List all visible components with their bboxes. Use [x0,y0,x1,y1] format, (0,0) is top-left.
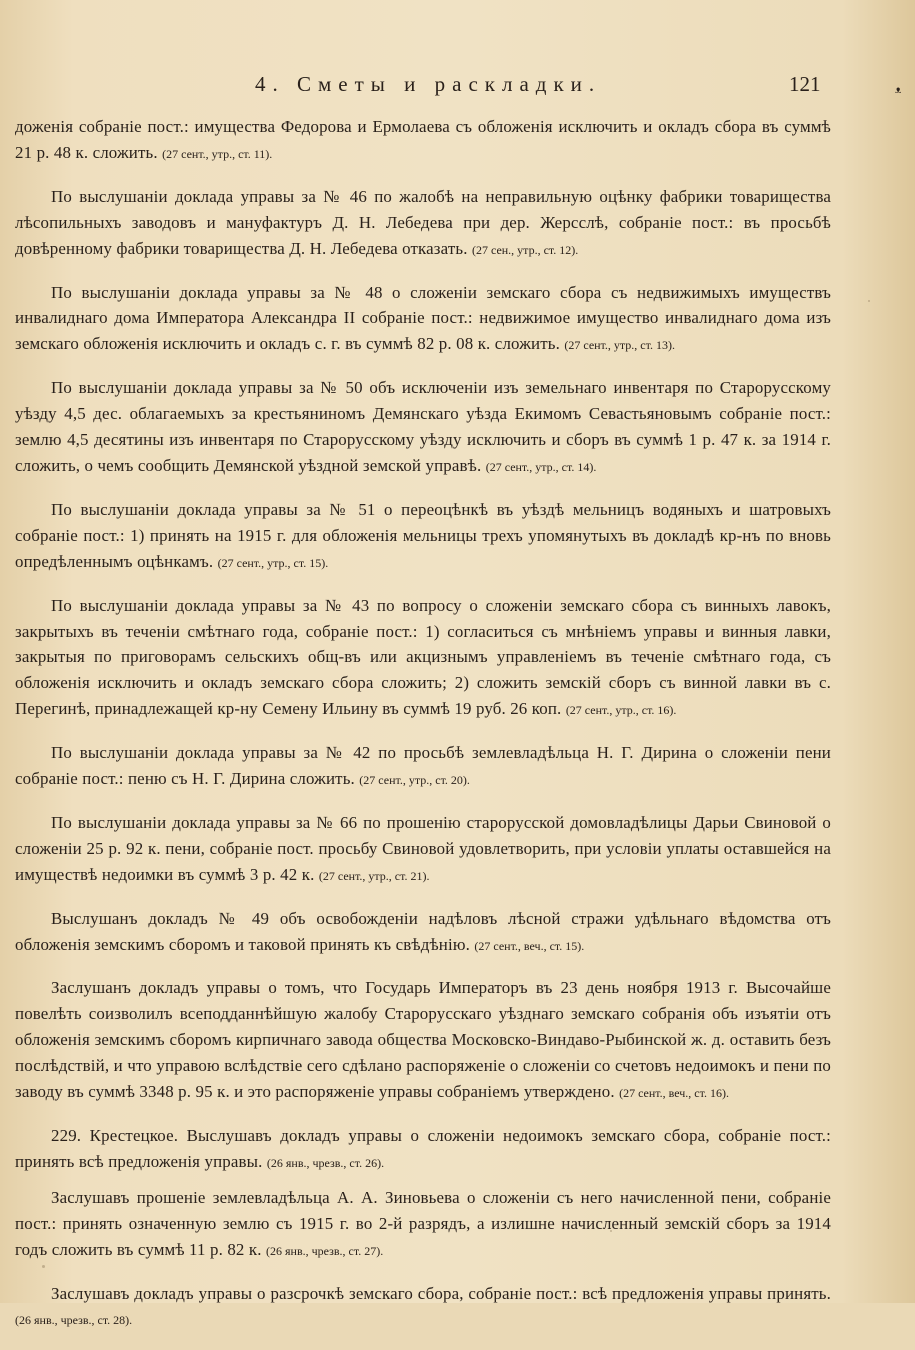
paragraph-text: 229. Крестецкое. Выслушавъ докладъ управы о сложеніи недоимокъ земскаго сбора, собраніе пост.: принять всѣ предложенія управы. [15,1126,831,1171]
citation-ref: (26 янв., чрезв., ст. 27). [266,1243,384,1258]
paragraph-text: По выслушаніи доклада управы за № 48 о сложеніи земскаго сбора съ недвижимыхъ имуществъ инвалиднаго дома Императора Александра II собраніе пост.: недвижимое имущество инвалиднаго дома изъ земскаго обложенія исключить и окладъ с. г. въ суммѣ 82 р. 08 к. сложить. [15,282,831,354]
paragraph-text: Заслушанъ докладъ управы о томъ, что Государь Императоръ въ 23 день ноября 1913 г. Высочайше повелѣть соизволилъ всеподданнѣйшую жалобу Старорусскаго уѣзднаго земскаго собранія объ изъятіи отъ обложенія земскимъ сборомъ кирпичнаго завода общества Московско-Виндаво-Рыбинской ж. д. оставить безъ послѣдствій, и что управою вслѣдствіе сего сдѣлано распоряженіе о сложеніи со счетовъ недоимокъ и пени по заводу въ суммѣ 3348 р. 95 к. и это распоряженіе управы собраніемъ утверждено. [15,978,831,1102]
paragraph-text: доженія собраніе пост.: имущества Федорова и Ермолаева съ обложенія исключить и окладъ сбора въ суммѣ 21 р. 48 к. сложить. [15,117,831,162]
paper-speck [42,1265,45,1268]
paragraph-text: По выслушаніи доклада управы за № 43 по вопросу о сложеніи земскаго сбора съ винныхъ лавокъ, закрытыхъ въ теченіи смѣтнаго года, собраніе пост.: 1) согласиться съ мнѣніемъ управы и винныя лавки, закрытыя по приговорамъ сельскихъ общ-въ или акцизнымъ управленіемъ въ теченіе смѣтнаго года, съ обложенія исключить и окладъ земскаго сбора сложить; 2) сложить земскій сборъ съ винной лавки въ с. Перегинѣ, принадлежащей кр-ну Семену Ильину въ суммѣ 19 руб. 26 коп. [15,595,831,719]
citation-ref: (27 сент., веч., ст. 16). [619,1086,729,1101]
paragraph-text: По выслушаніи доклада управы за № 46 по жалобѣ на неправильную оцѣнку фабрики товарищества лѣсопильныхъ заводовъ и мануфактуръ Д. Н. Лебедева при дер. Жерсслѣ, собраніе пост.: въ просьбѣ довѣренному фабрики товарищества Д. Н. Лебедева отказать. [15,186,831,258]
citation-ref: (26 янв., чрезв., ст. 26). [266,1155,385,1170]
paragraph [15,1123,831,1177]
running-title: 4. Сметы и раскладки. [255,72,602,96]
paragraph [15,906,831,960]
paragraph [15,497,831,577]
margin-mark: ᴥ [895,82,902,96]
paragraph [15,593,831,725]
paragraph [15,114,831,168]
paper-speck [868,300,870,302]
citation-ref: (27 сент., утр., ст. 13). [564,338,675,353]
paragraph [15,740,831,794]
page-header [0,72,915,102]
paragraph-text: Выслушанъ докладъ № 49 объ освобожденіи надѣловъ лѣсной стражи удѣльнаго вѣдомства отъ обложенія земскимъ сборомъ и таковой принять къ свѣдѣнію. [15,908,831,954]
paragraph [15,1281,831,1335]
citation-ref: (27 сент., утр., ст. 14). [485,459,597,474]
paragraph-text: По выслушаніи доклада управы за № 50 объ исключеніи изъ земельнаго инвентаря по Старорусскому уѣзду 4,5 дес. облагаемыхъ за крестьяниномъ Демянскаго уѣзда Екимомъ Севастьяновымъ собраніе пост.: землю 4,5 десятины изъ инвентаря по Старорусскому уѣзду исключить и сборъ въ суммѣ 1 р. 47 к. за 1914 г. сложить, о чемъ сообщить Демянской уѣздной земской управѣ. [15,378,831,475]
citation-ref: (27 сент., утр., ст. 15). [217,555,329,570]
citation-ref: (27 сент., веч., ст. 15). [474,938,585,953]
paragraph [15,1185,831,1265]
paragraph-text: Заслушавъ докладъ управы о разсрочкѣ земскаго сбора, собраніе пост.: всѣ предложенія управы принять. [51,1283,831,1303]
citation-ref: (27 сент., утр., ст. 21). [318,868,430,883]
paper-speck [610,1230,612,1232]
paragraph-text: По выслушаніи доклада управы за № 51 о переоцѣнкѣ въ уѣздѣ мельницъ водяныхъ и шатровыхъ собраніе пост.: 1) принять на 1915 г. для обложенія мельницы трехъ упомянутыхъ въ докладѣ кр-нъ по вновь опредѣленнымъ оцѣнкамъ. [15,499,831,571]
paragraph-text: Заслушавъ прошеніе землевладѣльца А. А. Зиновьева о сложеніи съ него начисленной пени, собраніе пост.: принять означенную землю съ 1915 г. во 2-й разрядъ, а излишне начисленный земскій сборъ за 1914 годъ сложить въ суммѣ 11 р. 82 к. [15,1187,831,1259]
page-number: 121 [789,72,821,96]
paragraph [15,184,831,264]
citation-ref: (27 сент., утр., ст. 16). [565,703,677,718]
paragraph [15,975,831,1107]
body-text [15,114,831,1350]
paragraph [15,810,831,890]
paragraph [15,375,831,481]
citation-ref: (26 янв., чрезв., ст. 28). [15,1313,133,1328]
citation-ref: (27 сен., утр., ст. 12). [471,242,579,257]
paragraph [15,280,831,360]
paragraph-text: По выслушаніи доклада управы за № 66 по прошенію старорусской домовладѣлицы Дарьи Свиновой о сложеніи 25 р. 92 к. пени, собраніе пост. просьбу Свиновой удовлетворить, при условіи уплаты оставшейся на имуществѣ недоимки въ суммѣ 3 р. 42 к. [15,812,831,884]
citation-ref: (27 сент., утр., ст. 11). [162,146,273,161]
citation-ref: (27 сент., утр., ст. 20). [359,773,470,788]
paragraph-text: По выслушаніи доклада управы за № 42 по просьбѣ землевладѣльца Н. Г. Дирина о сложеніи пени собраніе пост.: пеню съ Н. Г. Дирина сложить. [15,743,831,789]
